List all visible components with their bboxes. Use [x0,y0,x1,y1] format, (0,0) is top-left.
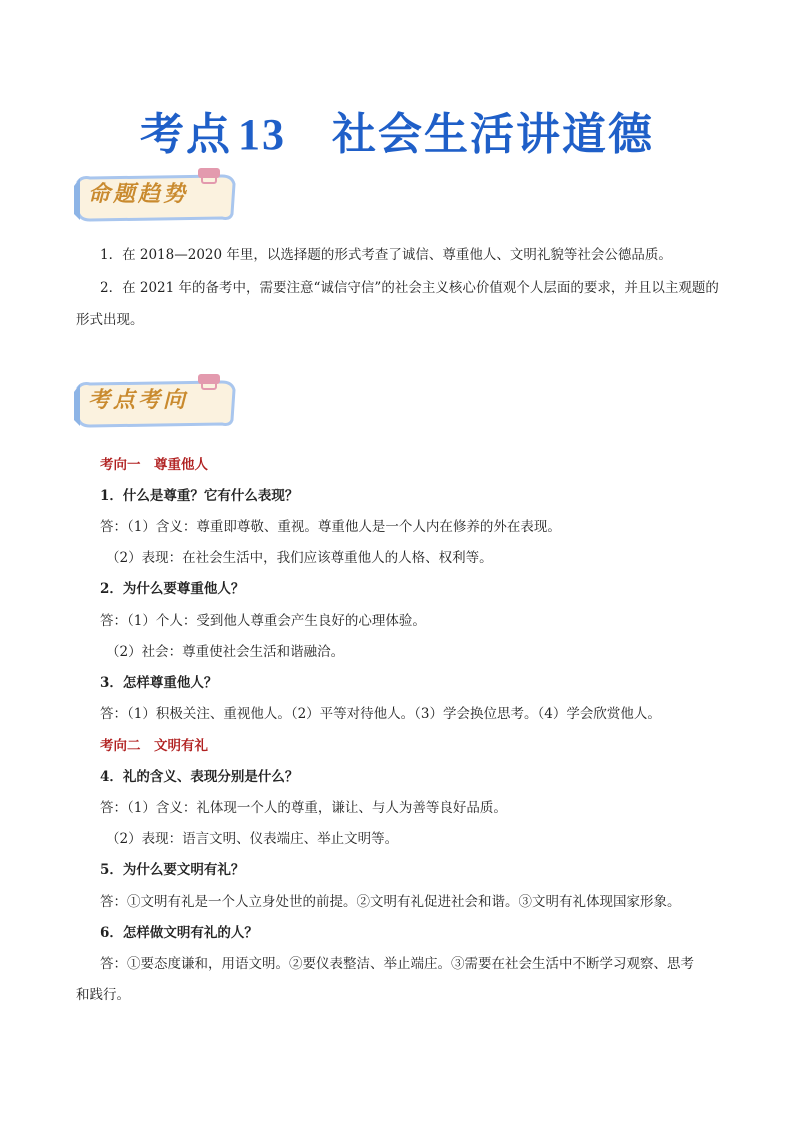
section-heading: 考向二 文明有礼 [100,738,208,754]
question: 6．怎样做文明有礼的人？ [100,925,258,941]
title-number: 13 [238,110,286,159]
page-title [0,98,794,162]
answer: 答：①文明有礼是一个人立身处世的前提。②文明有礼促进社会和谐。③文明有礼体现国家形象。 [100,894,681,910]
badge-label: 考点考向 [88,388,189,413]
question: 3．怎样尊重他人？ [100,675,218,691]
question: 1．什么是尊重？它有什么表现？ [100,488,299,504]
answer: 答：（1）个人：受到他人尊重会产生良好的心理体验。 [100,613,426,629]
badge-label: 命题趋势 [88,182,189,207]
trend-badge [72,168,240,226]
answer: （2）表现：在社会生活中，我们应该尊重他人的人格、权利等。 [106,550,493,566]
title-topic: 社会生活讲道德 [332,109,654,160]
question: 2．为什么要尊重他人？ [100,581,245,597]
answer: 答：①要态度谦和，用语文明。②要仪表整洁、举止端庄。③需要在社会生活中不断学习观察、思考 [100,956,694,972]
trend-item: 2．在 2021 年的备考中，需要注意“诚信守信”的社会主义核心价值观个人层面的要求，并且以主观题的 [100,280,719,296]
question: 4．礼的含义、表现分别是什么？ [100,769,299,785]
answer: 答：（1）积极关注、重视他人。（2）平等对待他人。（3）学会换位思考。（4）学会欣赏他人。 [100,706,661,722]
answer: 答：（1）含义：尊重即尊敬、重视。尊重他人是一个人内在修养的外在表现。 [100,519,561,535]
section-heading: 考向一 尊重他人 [100,457,208,473]
answer: （2）社会：尊重使社会生活和谐融洽。 [106,644,345,660]
title-prefix: 考点 [140,109,232,160]
question: 5．为什么要文明有礼？ [100,862,245,878]
direction-badge [72,374,240,432]
trend-item-continuation: 形式出现。 [76,312,144,328]
answer: （2）表现：语言文明、仪表端庄、举止文明等。 [106,831,399,847]
answer-continuation: 和践行。 [76,987,130,1003]
trend-item: 1．在 2018—2020 年里，以选择题的形式考查了诚信、尊重他人、文明礼貌等社会公德品质。 [100,247,672,263]
answer: 答：（1）含义：礼体现一个人的尊重，谦让、与人为善等良好品质。 [100,800,507,816]
